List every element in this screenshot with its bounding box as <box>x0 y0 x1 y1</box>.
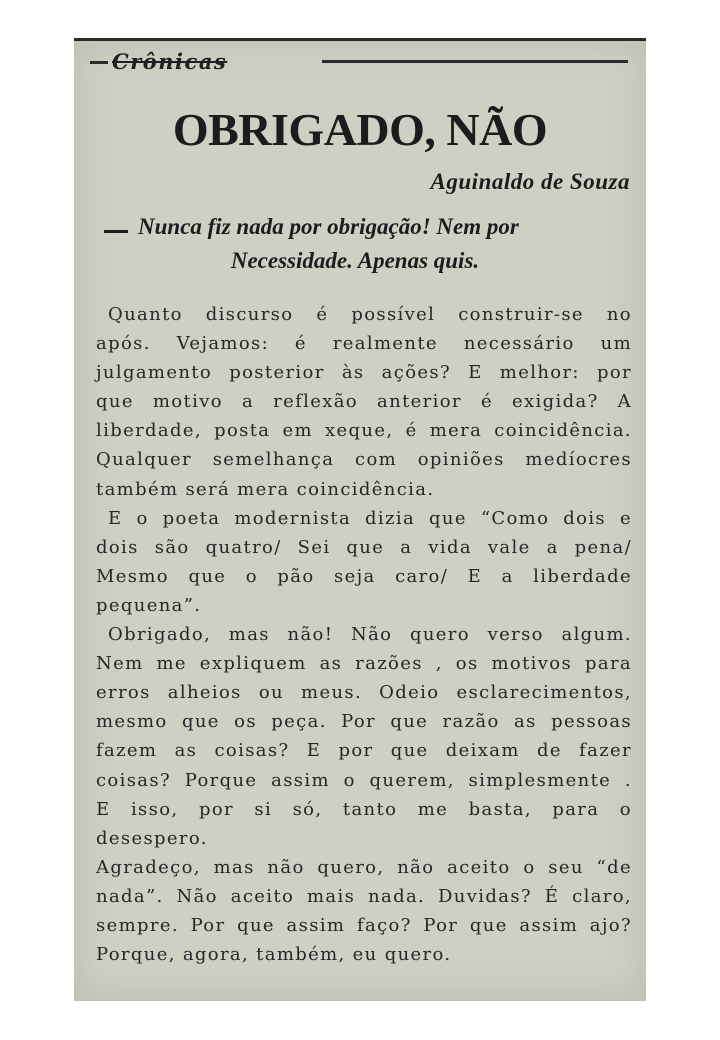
section-rule <box>322 60 628 63</box>
body-line: Nem me expliquem as razões , os motivos para <box>96 653 632 675</box>
epigraph-line-1 <box>104 210 624 244</box>
body-line: desespero. <box>96 827 208 849</box>
body-line: julgamento posterior às ações? E melhor: por <box>96 362 632 384</box>
body-line: Agradeço, mas não quero, não aceito o seu “de <box>96 856 632 878</box>
body-line: Quanto discurso é possível construir-se no <box>108 304 632 325</box>
epigraph-line-1-text: Nunca fiz nada por obrigação! Nem por <box>138 214 519 239</box>
body-line: após. Vejamos: é realmente necessário um <box>96 333 632 355</box>
body-line: erros alheios ou meus. Odeio esclarecimentos, <box>96 682 632 704</box>
body-line: Obrigado, mas não! Não quero verso algum. <box>108 624 632 646</box>
body-line: Qualquer semelhança com opiniões medíocres <box>96 449 632 471</box>
body-line: que motivo a reflexão anterior é exigida? A <box>96 391 632 413</box>
epigraph-dash <box>104 230 128 233</box>
body-line: nada”. Não aceito mais nada. Duvidas? É claro, <box>96 885 632 907</box>
section-header <box>90 50 628 74</box>
body-line: coisas? Porque assim o querem, simplesmente . <box>96 769 632 791</box>
body-line: dois são quatro/ Sei que a vida vale a pena/ <box>96 536 632 558</box>
epigraph-line-2: Necessidade. Apenas quis. <box>230 248 480 273</box>
body-line: fazem as coisas? E por que deixam de fazer <box>96 740 632 762</box>
body-line: mesmo que os peça. Por que razão as pessoas <box>96 711 632 733</box>
body-line: Porque, agora, também, eu quero. <box>96 944 452 966</box>
body-line: E isso, por si só, tanto me basta, para o <box>96 798 632 820</box>
article-title: OBRIGADO, NÃO <box>172 104 548 155</box>
article-body <box>96 300 632 969</box>
body-line: também será mera coincidência. <box>96 478 435 500</box>
body-line: sempre. Por que assim faço? Por que assim ajo? <box>96 914 632 936</box>
top-rule <box>74 38 646 41</box>
section-dash <box>90 61 108 64</box>
section-label: Crônicas <box>112 49 228 74</box>
newspaper-clipping <box>74 38 646 1001</box>
body-line: liberdade, posta em xeque, é mera coincidência. <box>96 420 632 442</box>
body-line: E o poeta modernista dizia que “Como dois e <box>108 507 632 529</box>
article-author: Aguinaldo de Souza <box>430 169 630 194</box>
body-line: Mesmo que o pão seja caro/ E a liberdade <box>96 565 632 587</box>
body-line: pequena”. <box>96 594 202 616</box>
epigraph <box>104 210 624 278</box>
